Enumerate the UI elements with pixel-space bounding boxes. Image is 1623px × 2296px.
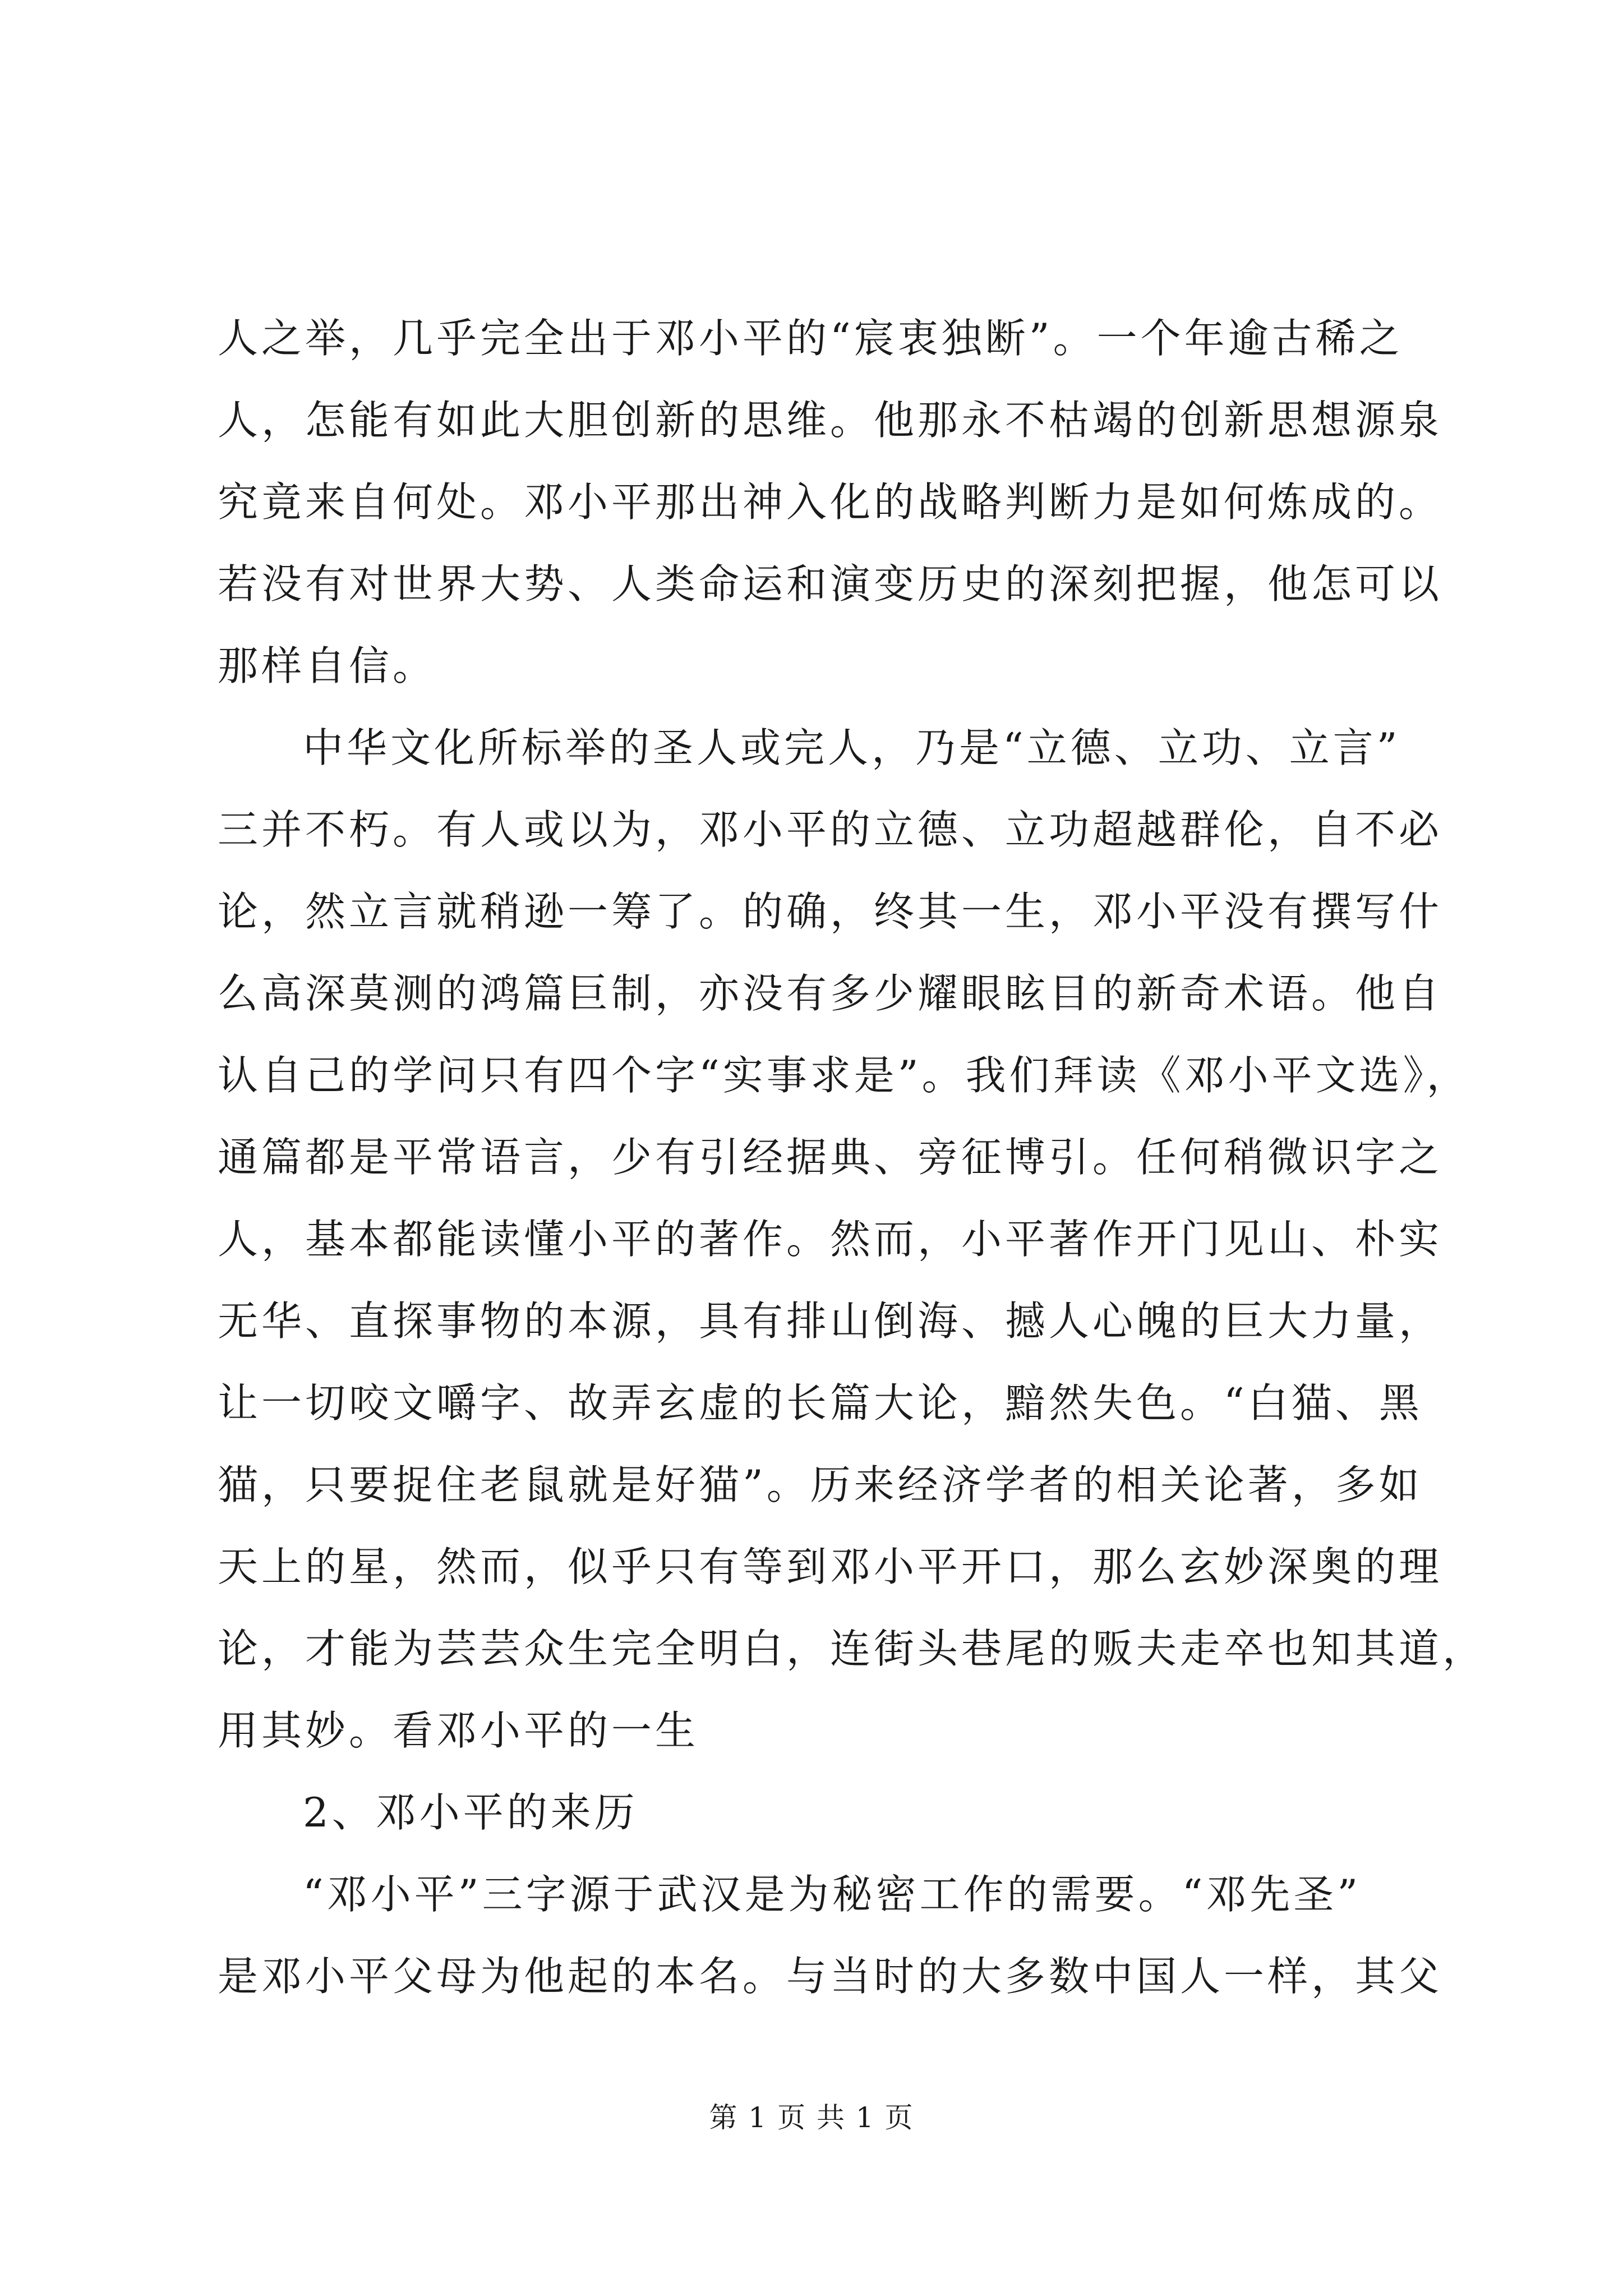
text-line: 无华、直探事物的本源，具有排山倒海、撼人心魄的巨大力量， <box>218 1297 1443 1345</box>
text-line: 三并不朽。有人或以为，邓小平的立德、立功超越群伦，自不必 <box>218 806 1443 853</box>
page-number-label: 第 1 页 共 1 页 <box>709 2101 914 2134</box>
text-line: 让一切咬文嚼字、故弄玄虚的长篇大论，黯然失色。“白猫、黑 <box>218 1379 1423 1427</box>
text-line: 论，才能为芸芸众生完全明白，连街头巷尾的贩夫走卒也知其道， <box>218 1625 1487 1672</box>
text-line: 人，基本都能读懂小平的著作。然而，小平著作开门见山、朴实 <box>218 1216 1443 1263</box>
text-line: 究竟来自何处。邓小平那出神入化的战略判断力是如何炼成的。 <box>218 478 1443 526</box>
text-line: 通篇都是平常语言，少有引经据典、旁征博引。任何稍微识字之 <box>218 1134 1443 1181</box>
text-line: 那样自信。 <box>218 642 437 689</box>
text-line: “邓小平”三字源于武汉是为秘密工作的需要。“邓先圣” <box>303 1871 1362 1918</box>
text-line: 猫，只要捉住老鼠就是好猫”。历来经济学者的相关论著，多如 <box>218 1461 1423 1508</box>
section-heading: 2、邓小平的来历 <box>303 1789 638 1836</box>
text-line: 人之举，几乎完全出于邓小平的“宸衷独断”。一个年逾古稀之 <box>218 315 1403 362</box>
text-line: 是邓小平父母为他起的本名。与当时的大多数中国人一样，其父 <box>218 1953 1443 2000</box>
text-line: 用其妙。看邓小平的一生 <box>218 1707 699 1754</box>
text-line: 人，怎能有如此大胆创新的思维。他那永不枯竭的创新思想源泉 <box>218 397 1443 444</box>
text-line: 认自己的学问只有四个字“实事求是”。我们拜读《邓小平文选》， <box>218 1052 1470 1099</box>
document-body <box>218 297 1487 2017</box>
text-line: 天上的星，然而，似乎只有等到邓小平开口，那么玄妙深奥的理 <box>218 1543 1443 1590</box>
text-line: 么高深莫测的鸿篇巨制，亦没有多少耀眼眩目的新奇术语。他自 <box>218 970 1443 1017</box>
text-line: 论，然立言就稍逊一筹了。的确，终其一生，邓小平没有撰写什 <box>218 888 1443 935</box>
text-line: 若没有对世界大势、人类命运和演变历史的深刻把握，他怎可以 <box>218 560 1443 608</box>
text-line: 中华文化所标举的圣人或完人，乃是“立德、立功、立言” <box>303 724 1401 771</box>
page-footer <box>0 2095 1623 2140</box>
